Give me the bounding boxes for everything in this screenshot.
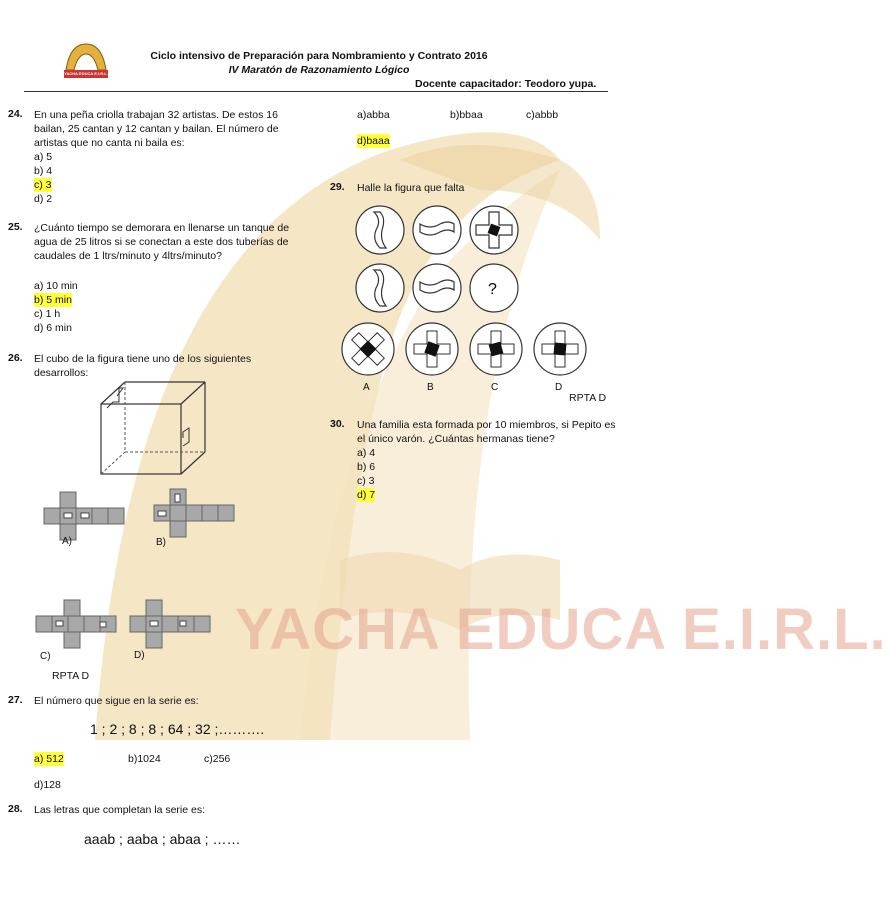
missing-figure-mark: ? [488,281,497,298]
question-line: artistas que no canta ni baila es: [34,137,185,149]
question-line: el único varón. ¿Cuántas hermanas tiene? [357,433,555,445]
question-text: Halle la figura que falta [357,182,465,194]
option-c[interactable]: c) 3 [357,475,375,487]
cube-figure [95,378,215,478]
option-a[interactable]: a) 512 [34,753,64,765]
option-a[interactable]: a) 10 min [34,280,78,292]
question-line: Una familia esta formada por 10 miembros, si Pepito es [357,419,616,431]
net-a-label: A) [62,536,72,547]
choice-label-b: B [427,382,434,393]
option-b[interactable]: b)bbaa [450,109,483,121]
option-b[interactable]: b) 5 min [34,294,72,306]
question-number: 25. [8,221,23,233]
number-series: 1 ; 2 ; 8 ; 8 ; 64 ; 32 ;………. [90,721,265,737]
question-text [34,221,289,263]
option-b[interactable]: b)1024 [128,753,161,765]
question-line: El cubo de la figura tiene uno de los siguientes [34,353,252,365]
option-d[interactable]: d)128 [34,779,61,791]
option-a[interactable]: a) 4 [357,447,376,459]
option-a[interactable]: a) 5 [34,151,53,163]
question-text [34,352,251,380]
question-number: 26. [8,352,23,364]
question-number: 28. [8,803,23,815]
question-line: agua de 25 litros si se conectan a este dos tuberías de [34,236,289,248]
letter-series: aaab ; aaba ; abaa ; …… [84,831,241,847]
option-b[interactable]: b) 6 [357,461,376,473]
answer-label: RPTA D [52,670,90,682]
option-c[interactable]: c)256 [204,753,231,765]
question-line: bailan, 25 cantan y 12 cantan y bailan. El número de [34,123,279,135]
option-b[interactable]: b) 4 [34,165,53,177]
net-d-figure [120,596,224,656]
question-line: ¿Cuánto tiempo se demorara en llenarse un tanque de [34,222,290,234]
header-teacher: Docente capacitador: Teodoro yupa. [415,78,597,90]
net-d-label: D) [134,650,145,661]
question-text [34,108,279,150]
answer-label: RPTA D [569,392,607,404]
option-c[interactable]: c) 3 [34,179,52,191]
net-c-label: C) [40,651,51,662]
question-number: 24. [8,108,23,120]
choice-label-c: C [491,382,499,393]
header-subtitle: IV Maratón de Razonamiento Lógico [228,64,410,76]
choice-label-a: A [363,382,370,393]
question-line: En una peña criolla trabajan 32 artistas. De estos 16 [34,109,278,121]
net-a-figure [34,490,138,550]
option-c[interactable]: c) 1 h [34,308,61,320]
logo-text: YACHA EDUCA E.I.R.L. [64,71,108,76]
option-d[interactable]: d) 2 [34,193,53,205]
figure-sequence [352,200,522,320]
question-number: 29. [330,181,345,193]
question-text [357,418,616,446]
header-rule [24,91,608,92]
option-c[interactable]: c)abbb [526,109,559,121]
option-d[interactable]: d)baaa [357,135,390,147]
question-line: caudales de 1 ltrs/minuto y 4ltrs/minuto? [34,250,222,262]
question-number: 27. [8,694,23,706]
header-title: Ciclo intensivo de Preparación para Nombramiento y Contrato 2016 [150,50,488,62]
choice-label-d: D [555,382,563,393]
question-text: Las letras que completan la serie es: [34,804,206,816]
option-d[interactable]: d) 7 [357,489,376,501]
option-a[interactable]: a)abba [357,109,390,121]
question-line: desarrollos: [34,367,89,379]
question-text: El número que sigue en la serie es: [34,695,199,707]
net-b-label: B) [156,537,166,548]
question-number: 30. [330,418,345,430]
watermark-text: YACHA EDUCA E.I.R.L. [235,597,887,662]
option-d[interactable]: d) 6 min [34,322,72,334]
figure-choices [336,321,596,381]
